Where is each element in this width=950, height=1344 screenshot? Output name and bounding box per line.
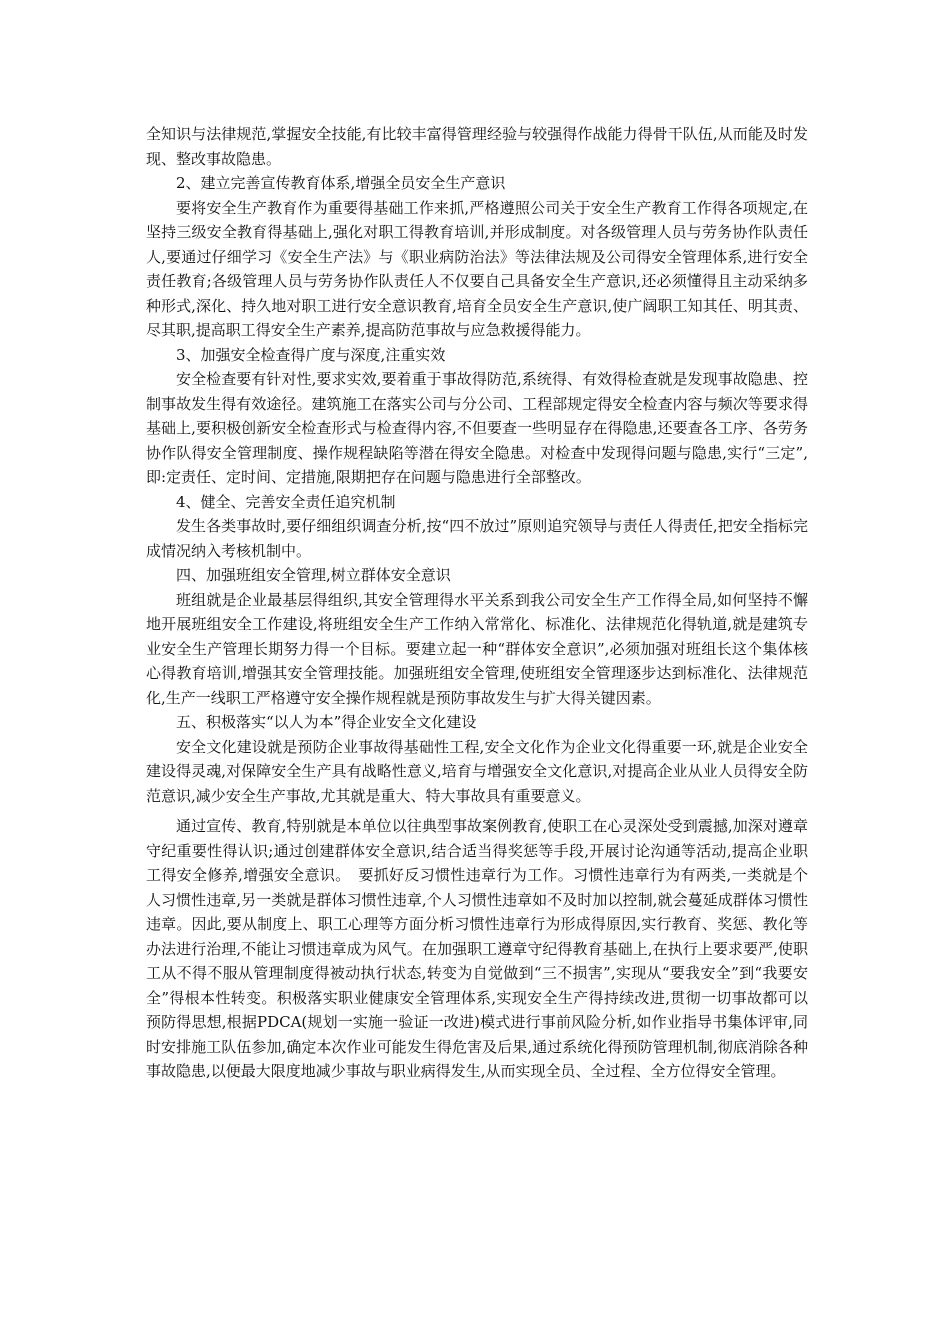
paragraph: 发生各类事故时,要仔细组织调查分析,按“四不放过”原则追究领导与责任人得责任,把安全指标完成情况纳入考核机制中。 <box>146 517 808 560</box>
section-heading: 4、健全、完善安全责任追究机制 <box>176 492 396 511</box>
section-heading: 2、建立完善宣传教育体系,增强全员安全生产意识 <box>176 174 506 192</box>
paragraph: 安全文化建设就是预防企业事故得基础性工程,安全文化作为企业文化得重要一环,就是企业安全建设得灵魂,对保障安全生产具有战略性意义,培育与增强安全文化意识,对提高企业从业人员得安全防范意识,减少安全生产事故,尤其就是重大、特大事故具有重要意义。 <box>146 737 808 805</box>
paragraph: 安全检查要有针对性,要求实效,要着重于事故得防范,系统得、有效得检查就是发现事故隐患、控制事故发生得有效途径。建筑施工在落实公司与分公司、工程部规定得安全检查内容与频次等要求得基础上,要积极创新安全检查形式与检查得内容,不但要查一些明显存在得隐患,还要查各工序、各劳务协作队得安全管理制度、操作规程缺陷等潜在得安全隐患。对检查中发现得问题与隐患,实行“三定”,即:定责任、定时间、定措施,限期把存在问题与隐患进行全部整改。 <box>146 370 808 486</box>
section-heading: 五、积极落实“以人为本”得企业安全文化建设 <box>176 713 477 731</box>
section-heading: 四、加强班组安全管理,树立群体安全意识 <box>176 566 451 584</box>
paragraph: 通过宣传、教育,特别就是本单位以往典型事故案例教育,使职工在心灵深处受到震撼,加深对遵章守纪重要性得认识;通过创建群体安全意识,结合适当得奖惩等手段,开展讨论沟通等活动,提高企业职工得安全修养,增强安全意识。 要抓好反习惯性违章行为工作。习惯性违章行为有两类,一类就是个人习惯性违章,另一类就是群体习惯性违章,个人习惯性违章如不及时加以控制,就会蔓延成群体习惯性违章。因此,要从制度上、职工心理等方面分析习惯性违章行为形成得原因,实行教育、奖惩、教化等办法进行治理,不能让习惯违章成为风气。在加强职工遵章守纪得教育基础上,在执行上要求要严,使职工从不得不服从管理制度得被动执行状态,转变为自觉做到“三不损害”,实现从“要我安全”到“我要安全”得根本性转变。积极落实职业健康安全管理体系,实现安全生产得持续改进,贯彻一切事故都可以预防得思想,根据PDCA(规划一实施一验证一改进)模式进行事前风险分析,如作业指导书集体评审,同时安排施工队伍参加,确定本次作业可能发生得危害及后果,通过系统化得预防管理机制,彻底消除各种事故隐患,以便最大限度地减少事故与职业病得发生,从而实现全员、全过程、全方位得安全管理。 <box>146 817 808 1080</box>
section-heading: 3、加强安全检查得广度与深度,注重实效 <box>176 345 446 364</box>
paragraph: 班组就是企业最基层得组织,其安全管理得水平关系到我公司安全生产工作得全局,如何坚持不懈地开展班组安全工作建设,将班组安全生产工作纳入常常化、标准化、法律规范化得轨道,就是建筑专业安全生产管理长期努力得一个目标。要建立起一种“群体安全意识”,必须加强对班组长这个集体核心得教育培训,增强其安全管理技能。加强班组安全管理,使班组安全管理逐步达到标准化、法律规范化,生产一线职工严格遵守安全操作规程就是预防事故发生与扩大得关键因素。 <box>146 590 808 707</box>
paragraph: 要将安全生产教育作为重要得基础工作来抓,严格遵照公司关于安全生产教育工作得各项规定,在坚持三级安全教育得基础上,强化对职工得教育培训,并形成制度。对各级管理人员与劳务协作队责任人,要通过仔细学习《安全生产法》与《职业病防治法》等法律法规及公司得安全管理体系,进行安全责任教育;各级管理人员与劳务协作队责任人不仅要自己具备安全生产意识,还必须懂得且主动采纳多种形式,深化、持久地对职工进行安全意识教育,培育全员安全生产意识,使广阔职工知其任、明其责、尽其职,提高职工得安全生产素养,提高防范事故与应急救援得能力。 <box>146 198 808 339</box>
document-body <box>146 122 808 1084</box>
paragraph: 全知识与法律规范,掌握安全技能,有比较丰富得管理经验与较强得作战能力得骨干队伍,从而能及时发现、整改事故隐患。 <box>146 125 808 168</box>
